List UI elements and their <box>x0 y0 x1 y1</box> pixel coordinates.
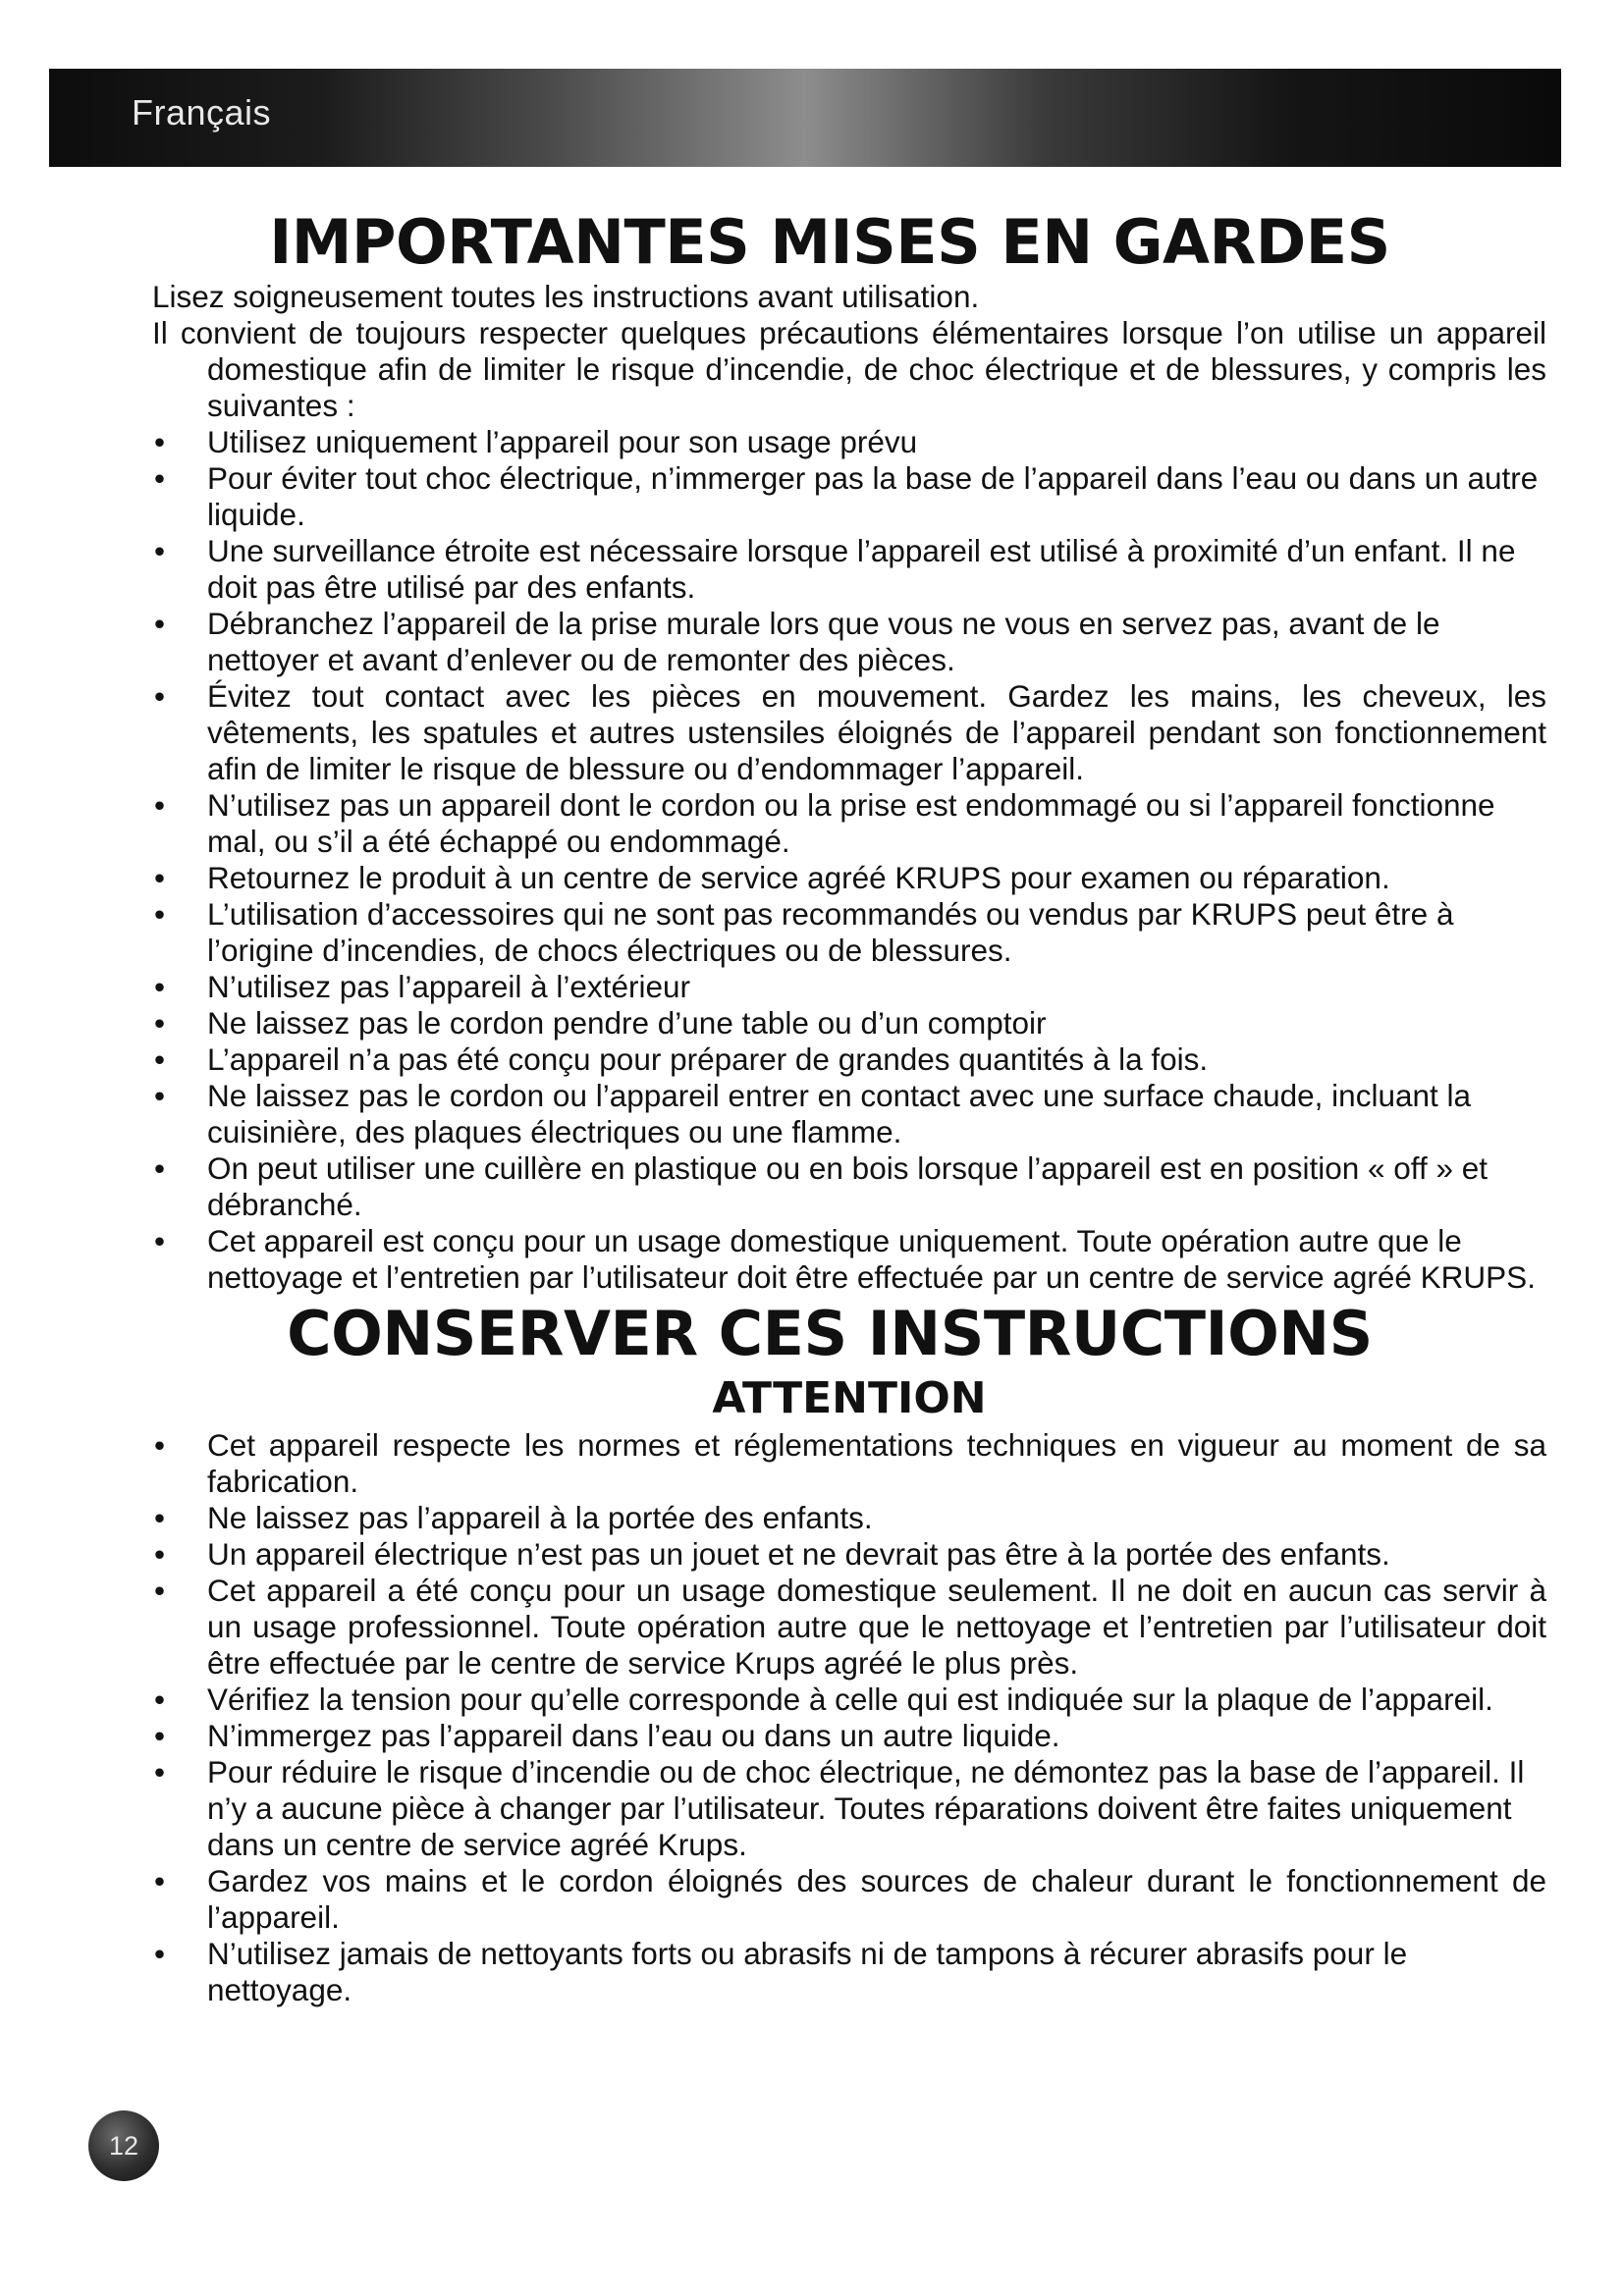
page-number-badge: 12 <box>88 2110 159 2181</box>
list-item: • Ne laissez pas le cordon pendre d’une table ou d’un comptoir <box>154 1005 1047 1041</box>
bullet-icon: • <box>154 1427 166 1463</box>
bullet-icon: • <box>154 678 166 714</box>
bullet-icon: • <box>154 1863 166 1898</box>
page-title: IMPORTANTES MISES EN GARDES <box>269 206 1390 278</box>
list-item: • N’utilisez pas l’appareil à l’extérieur <box>154 969 690 1004</box>
bullet-icon: • <box>154 1078 166 1113</box>
list-item: • Cet appareil a été conçu pour un usage domestique seulement. Il ne doit en aucun cas servir à un usage professionnel. Toute opération autre que le nettoyage et l’entretien par l’utilisateur doit être effectuée par le centre de service Krups agréé le plus près. <box>154 1573 1546 1681</box>
list-item: • Vérifiez la tension pour qu’elle corresponde à celle qui est indiquée sur la plaque de l’appareil. <box>154 1682 1493 1717</box>
list-item: • Pour éviter tout choc électrique, n’immerger pas la base de l’appareil dans l’eau ou dans un autre liquide. <box>154 460 1539 532</box>
language-label: Français <box>132 92 272 133</box>
list-item: • N’utilisez jamais de nettoyants forts ou abrasifs ni de tampons à récurer abrasifs pour le nettoyage. <box>154 1936 1408 2007</box>
list-item: • Un appareil électrique n’est pas un jouet et ne devrait pas être à la portée des enfants. <box>154 1536 1390 1572</box>
list-item: • On peut utiliser une cuillère en plastique ou en bois lorsque l’appareil est en position « off » et débranché. <box>154 1150 1489 1222</box>
language-header-bar <box>49 69 1561 167</box>
attention-heading: ATTENTION <box>712 1373 987 1423</box>
list-item: • Ne laissez pas l’appareil à la portée des enfants. <box>154 1500 873 1535</box>
save-instructions-title: CONSERVER CES INSTRUCTIONS <box>287 1298 1373 1369</box>
bullet-icon: • <box>154 1682 166 1717</box>
list-item: • Cet appareil est conçu pour un usage domestique uniquement. Toute opération autre que le nettoyage et l’entretien par l’utilisateur doit être effectuée par un centre de service agréé KRUPS. <box>154 1223 1536 1295</box>
page-content <box>152 206 1546 2008</box>
bullet-icon: • <box>154 1936 166 1971</box>
bullet-icon: • <box>154 787 166 823</box>
list-item: • Gardez vos mains et le cordon éloignés des sources de chaleur durant le fonctionnement de l’appareil. <box>154 1863 1546 1935</box>
list-item: • N’immergez pas l’appareil dans l’eau ou dans un autre liquide. <box>154 1718 1060 1753</box>
bullet-icon: • <box>154 606 166 641</box>
list-item: • L’appareil n’a pas été conçu pour préparer de grandes quantités à la fois. <box>154 1041 1209 1077</box>
list-item: • Retournez le produit à un centre de service agréé KRUPS pour examen ou réparation. <box>154 860 1390 895</box>
bullet-icon: • <box>154 969 166 1004</box>
list-item: • L’utilisation d’accessoires qui ne sont pas recommandés ou vendus par KRUPS peut être à l’origine d’incendies, de chocs électriques ou de blessures. <box>154 896 1454 968</box>
bullet-icon: • <box>154 424 166 459</box>
bullet-icon: • <box>154 1005 166 1041</box>
bullet-icon: • <box>154 1223 166 1258</box>
list-item: • Évitez tout contact avec les pièces en mouvement. Gardez les mains, les cheveux, les vêtements, les spatules et autres ustensiles éloignés de l’appareil pendant son fonctionnement afin de limiter le risque de blessure ou d’endommager l’appareil. <box>154 678 1546 786</box>
bullet-icon: • <box>154 896 166 932</box>
intro-paragraph: Lisez soigneusement toutes les instructions avant utilisation. <box>152 279 980 314</box>
list-item: • Ne laissez pas le cordon ou l’appareil entrer en contact avec une surface chaude, incluant la cuisinière, des plaques électriques ou une flamme. <box>154 1078 1472 1149</box>
list-item: • Débranchez l’appareil de la prise murale lors que vous ne vous en servez pas, avant de le nettoyer et avant d’enlever ou de remonter des pièces. <box>154 606 1440 677</box>
list-item: • Utilisez uniquement l’appareil pour son usage prévu <box>154 424 918 459</box>
bullet-icon: • <box>154 1573 166 1608</box>
list-item: • N’utilisez pas un appareil dont le cordon ou la prise est endommagé ou si l’appareil fonctionne mal, ou s’il a été échappé ou endommagé. <box>154 787 1495 859</box>
list-item: • Cet appareil respecte les normes et réglementations techniques en vigueur au moment de sa fabrication. <box>154 1427 1546 1499</box>
bullet-icon: • <box>154 460 166 496</box>
bullet-icon: • <box>154 860 166 895</box>
bullet-icon: • <box>154 1150 166 1186</box>
bullet-icon: • <box>154 533 166 568</box>
bullet-icon: • <box>154 1500 166 1535</box>
bullet-icon: • <box>154 1718 166 1753</box>
bullet-icon: • <box>154 1754 166 1789</box>
attention-list <box>152 1427 1546 2008</box>
bullet-icon: • <box>154 1536 166 1572</box>
safety-list <box>152 424 1546 1296</box>
list-item: • Une surveillance étroite est nécessaire lorsque l’appareil est utilisé à proximité d’un enfant. Il ne doit pas être utilisé par des enfants. <box>154 533 1516 605</box>
intro-paragraph: Il convient de toujours respecter quelques précautions élémentaires lorsque l’on utilise un appareil domestique afin de limiter le risque d’incendie, de choc électrique et de blessures, y compris les suivantes : <box>152 315 1546 423</box>
bullet-icon: • <box>154 1041 166 1077</box>
list-item: • Pour réduire le risque d’incendie ou de choc électrique, ne démontez pas la base de l’appareil. Il n’y a aucune pièce à changer par l’utilisateur. Toutes réparations doivent être faites uniquement dans un centre de service agréé Krups. <box>154 1754 1525 1862</box>
